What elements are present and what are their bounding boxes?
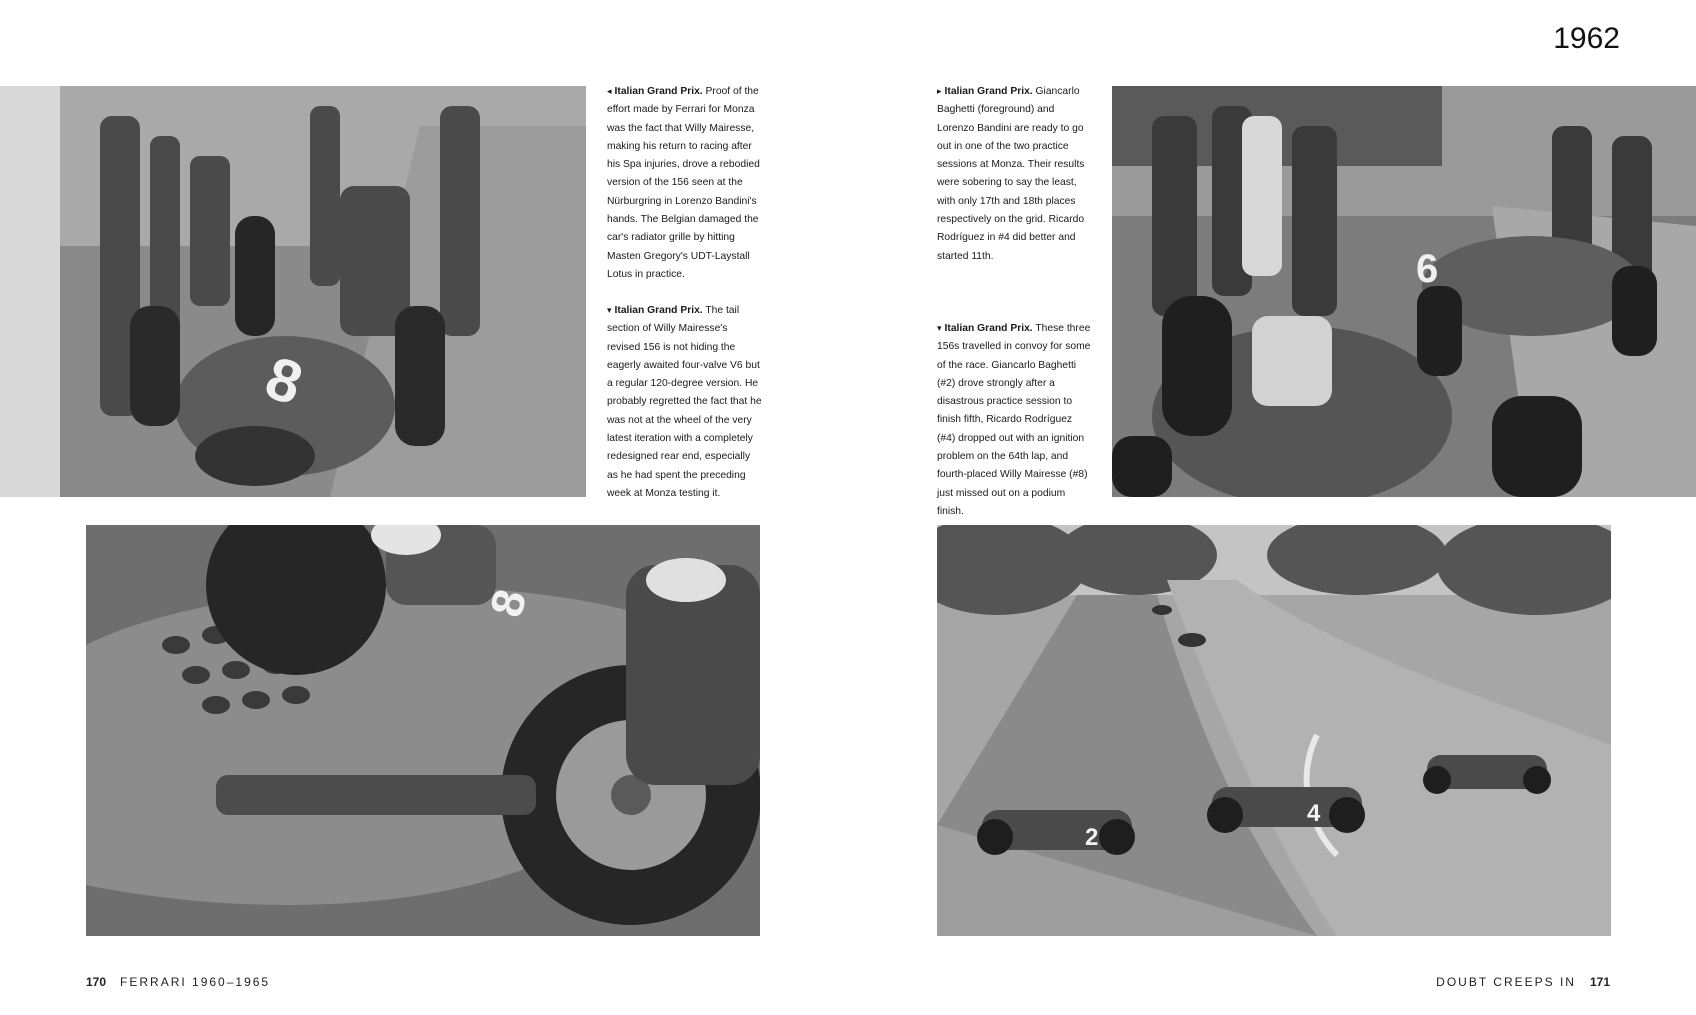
car-number-label: 6 <box>1416 247 1439 291</box>
caption-body: The tail section of Willy Mairesse's revised 156 is not hiding the eagerly awaited four-valve V6 but a regular 120-degree version. He probably regretted the fact that he was not at the wheel of the very latest iteration with a completely redesigned rear end, especially as he had spent the preceding week at Monza testing it. <box>607 305 762 499</box>
arrow-right-icon: ▸ <box>937 86 942 96</box>
photo-practice-grid <box>1112 86 1696 497</box>
car-number-label: 4 <box>1307 800 1321 827</box>
caption-body: Giancarlo Baghetti (foreground) and Lorenzo Bandini are ready to go out in one of the two practice sessions at Monza. Their results were sobering to say the least, with only 17th and 18th places respectively on the grid. Ricardo Rodríguez in #4 did better and started 11th. <box>937 86 1085 262</box>
arrow-down-icon: ▾ <box>937 323 942 333</box>
car-number-label: 8 <box>257 343 311 418</box>
caption-heading: Italian Grand Prix. <box>614 305 703 316</box>
photo-closeup-rear <box>86 525 760 936</box>
caption-body: Proof of the effort made by Ferrari for Monza was the fact that Willy Mairesse, making his return to racing after his Spa injuries, drove a rebodied version of the 156 seen at the Nürburgring in Lorenzo Bandini's hands. The Belgian damaged the car's radiator grille by hitting Masten Gregory's UDT-Laystall Lotus in practice. <box>607 86 760 280</box>
page-number-right: 171 <box>1589 975 1610 989</box>
car-number-label: 2 <box>1085 824 1099 851</box>
caption-body: These three 156s travelled in convoy for some of the race. Giancarlo Baghetti (#2) drove strongly after a disastrous practice session to finish fifth, Ricardo Rodríguez (#4) dropped out with an ignition problem on the 64th lap, and fourth-placed Willy Mairesse (#8) just missed out on a podium finish. <box>937 323 1091 517</box>
caption-heading: Italian Grand Prix. <box>944 86 1033 97</box>
caption-pit-lane <box>607 82 762 284</box>
caption-heading: Italian Grand Prix. <box>944 323 1033 334</box>
running-title-left: FERRARI 1960–1965 <box>120 975 271 989</box>
running-title-right: DOUBT CREEPS IN <box>1436 975 1576 989</box>
caption-practice <box>937 82 1092 266</box>
caption-heading: Italian Grand Prix. <box>614 86 703 97</box>
footer-right <box>1436 975 1610 989</box>
arrow-left-icon: ◂ <box>607 86 612 96</box>
page-number-left: 170 <box>86 975 107 989</box>
photo-race-convoy <box>937 525 1611 936</box>
caption-convoy <box>937 319 1092 521</box>
photo-pit-lane-car-8 <box>0 86 586 497</box>
year-heading: 1962 <box>1553 22 1620 55</box>
footer-left <box>86 975 270 989</box>
caption-tail-section <box>607 301 762 503</box>
arrow-down-icon: ▾ <box>607 305 612 315</box>
car-number-label: 8 <box>479 583 537 623</box>
